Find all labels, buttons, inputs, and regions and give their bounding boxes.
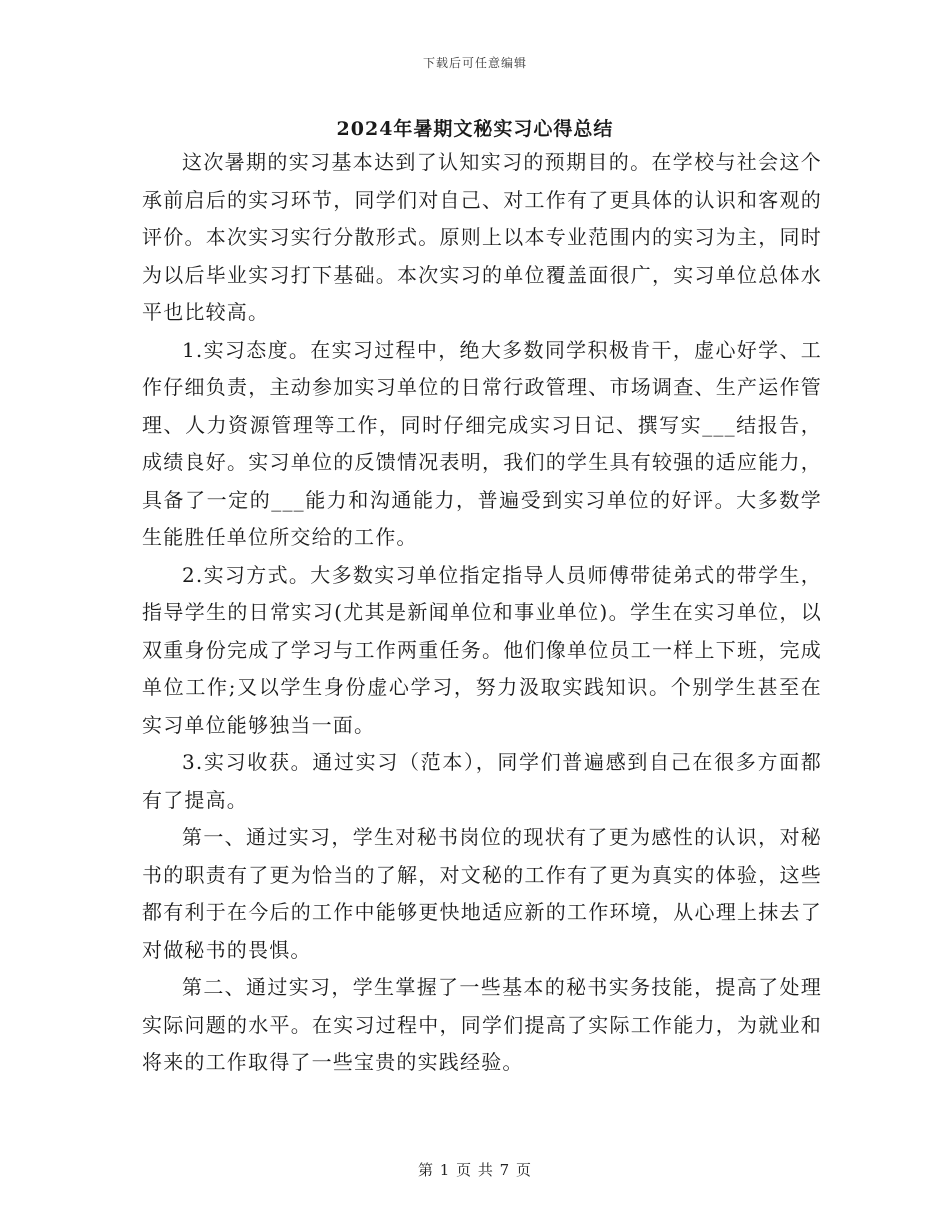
- header-note: 下载后可任意编辑: [422, 56, 527, 70]
- page-number: 第 1 页 共 7 页: [418, 1161, 532, 1179]
- paragraph-method: 2.实习方式。大多数实习单位指定指导人员师傅带徒弟式的带学生，指导学生的日常实习(尤其是新闻单位和事业单位)。学生在实习单位，以双重身份完成了学习与工作两重任务。他们像单位员工一样上下班，完成单位工作;又以学生身份虚心学习，努力汲取实践知识。个别学生甚至在实习单位能够独当一面。: [142, 562, 822, 737]
- paragraph-first: 第一、通过实习，学生对秘书岗位的现状有了更为感性的认识，对秘书的职责有了更为恰当的了解，对文秘的工作有了更为真实的体验，这些都有利于在今后的工作中能够更快地适应新的工作环境，从心理上抹去了对做秘书的畏惧。: [142, 825, 822, 962]
- paragraph-second: 第二、通过实习，学生掌握了一些基本的秘书实务技能，提高了处理实际问题的水平。在实习过程中，同学们提高了实际工作能力，为就业和将来的工作取得了一些宝贵的实践经验。: [142, 975, 822, 1074]
- paragraph-gains: 3.实习收获。通过实习（范本），同学们普遍感到自己在很多方面都有了提高。: [142, 750, 822, 812]
- document-body: [142, 144, 822, 1082]
- document-title: 2024年暑期文秘实习心得总结: [336, 118, 614, 140]
- paragraph-attitude: 1.实习态度。在实习过程中，绝大多数同学积极肯干，虚心好学、工作仔细负责，主动参加实习单位的日常行政管理、市场调查、生产运作管理、人力资源管理等工作，同时仔细完成实习日记、撰写实___结报告，成绩良好。实习单位的反馈情况表明，我们的学生具有较强的适应能力，具备了一定的___能力和沟通能力，普遍受到实习单位的好评。大多数学生能胜任单位所交给的工作。: [142, 337, 822, 549]
- paragraph-intro: 这次暑期的实习基本达到了认知实习的预期目的。在学校与社会这个承前启后的实习环节，同学们对自己、对工作有了更具体的认识和客观的评价。本次实习实行分散形式。原则上以本专业范围内的实习为主，同时为以后毕业实习打下基础。本次实习的单位覆盖面很广，实习单位总体水平也比较高。: [142, 150, 822, 324]
